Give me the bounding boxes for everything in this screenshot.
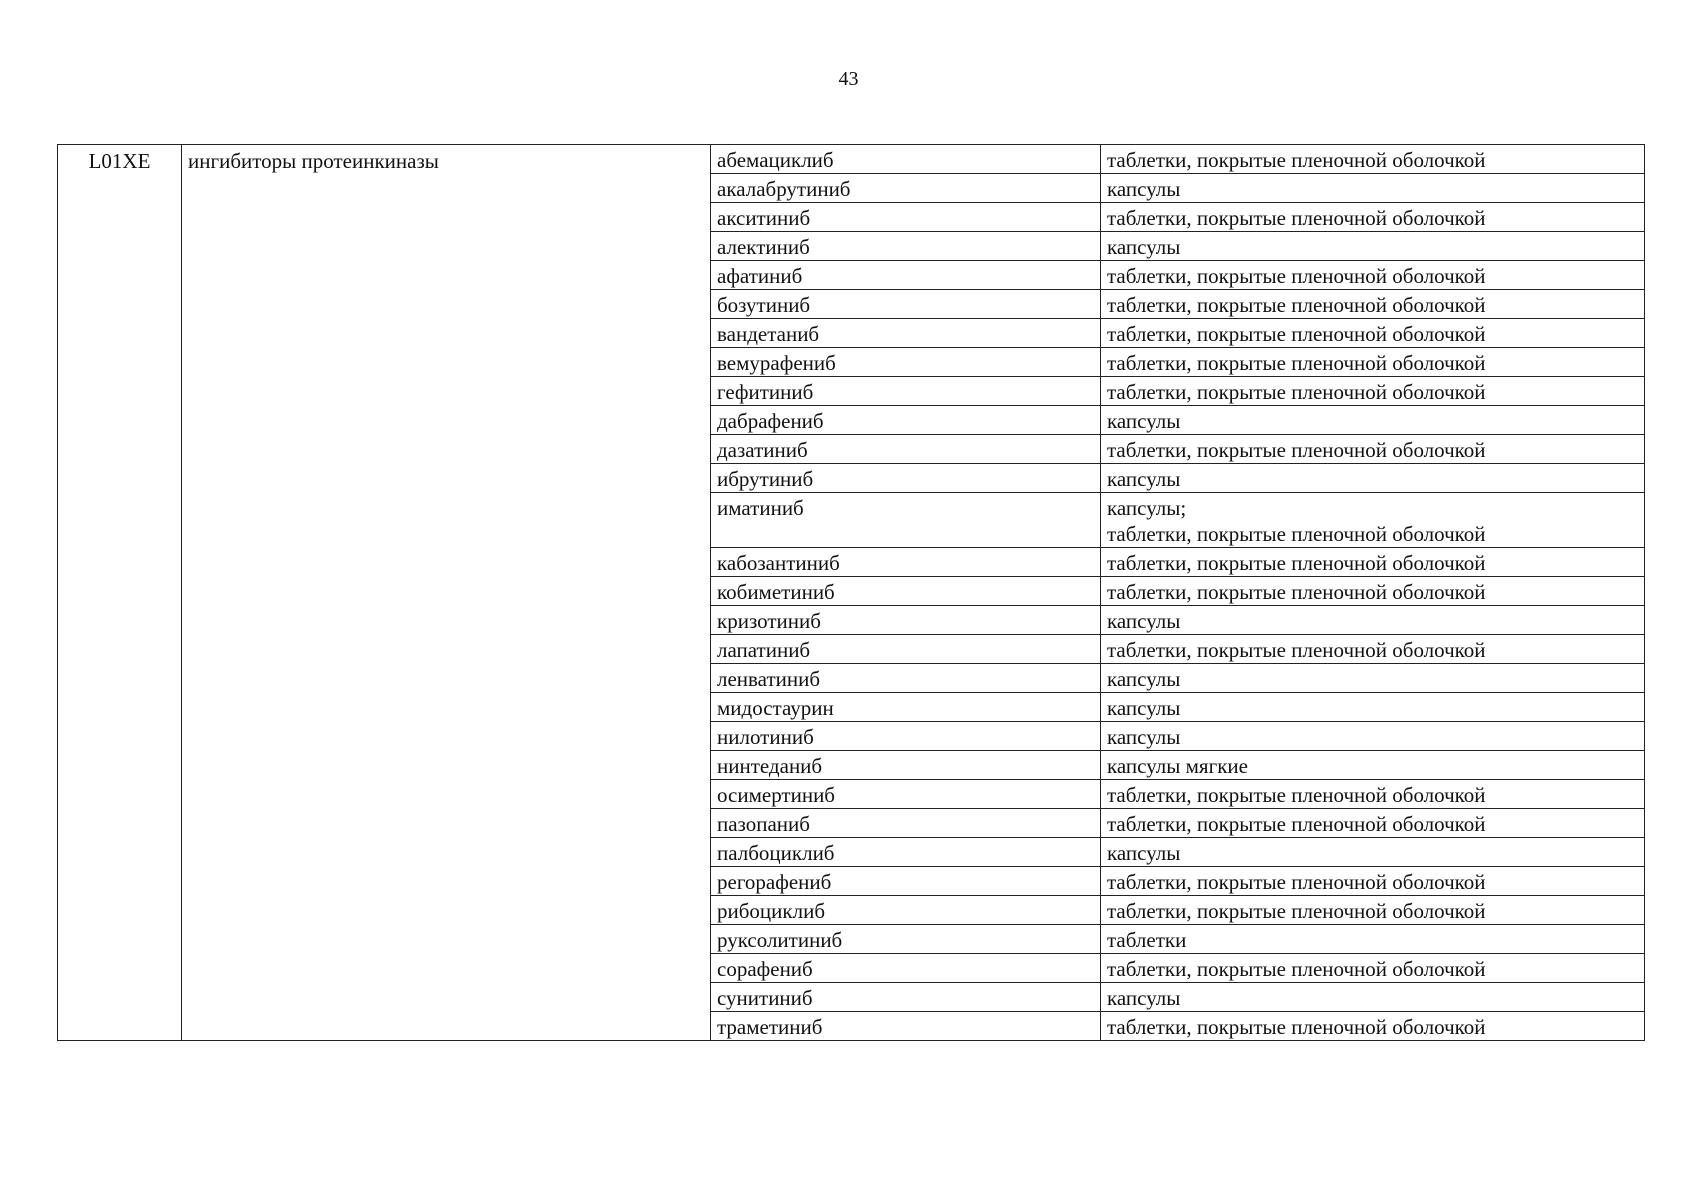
dosage-form-cell: таблетки, покрытые пленочной оболочкой (1101, 377, 1645, 406)
drug-table (57, 144, 1645, 1041)
drug-name-cell: дабрафениб (711, 406, 1101, 435)
dosage-form-cell: таблетки, покрытые пленочной оболочкой (1101, 896, 1645, 925)
dosage-form-cell: таблетки, покрытые пленочной оболочкой (1101, 867, 1645, 896)
dosage-form-cell: таблетки, покрытые пленочной оболочкой (1101, 290, 1645, 319)
drug-name-cell: алектиниб (711, 232, 1101, 261)
drug-name-cell: сорафениб (711, 954, 1101, 983)
group-name-cell: ингибиторы протеинкиназы (182, 145, 711, 1041)
dosage-form-cell: капсулы (1101, 406, 1645, 435)
drug-name-cell: палбоциклиб (711, 838, 1101, 867)
dosage-form-cell: таблетки, покрытые пленочной оболочкой (1101, 145, 1645, 174)
atc-code-cell: L01XE (58, 145, 182, 1041)
drug-name-cell: бозутиниб (711, 290, 1101, 319)
drug-name-cell: кобиметиниб (711, 577, 1101, 606)
dosage-form-cell: таблетки, покрытые пленочной оболочкой (1101, 1012, 1645, 1041)
drug-name-cell: кризотиниб (711, 606, 1101, 635)
drug-name-cell: траметиниб (711, 1012, 1101, 1041)
drug-name-cell: нинтеданиб (711, 751, 1101, 780)
dosage-form-cell: капсулы (1101, 838, 1645, 867)
drug-name-cell: пазопаниб (711, 809, 1101, 838)
dosage-form-cell: капсулы (1101, 664, 1645, 693)
dosage-form-cell: капсулы (1101, 464, 1645, 493)
dosage-form-cell: капсулы мягкие (1101, 751, 1645, 780)
drug-name-cell: афатиниб (711, 261, 1101, 290)
dosage-form-cell: капсулы (1101, 174, 1645, 203)
drug-name-cell: ленватиниб (711, 664, 1101, 693)
dosage-form-cell: таблетки, покрытые пленочной оболочкой (1101, 261, 1645, 290)
dosage-form-cell: таблетки, покрытые пленочной оболочкой (1101, 203, 1645, 232)
table-body (58, 145, 1645, 1041)
page-number: 43 (838, 68, 859, 90)
drug-name-cell: нилотиниб (711, 722, 1101, 751)
drug-name-cell: рибоциклиб (711, 896, 1101, 925)
dosage-form-cell: капсулы (1101, 606, 1645, 635)
drug-name-cell: мидостаурин (711, 693, 1101, 722)
drug-name-cell: кабозантиниб (711, 548, 1101, 577)
drug-name-cell: абемациклиб (711, 145, 1101, 174)
dosage-form-cell: таблетки, покрытые пленочной оболочкой (1101, 577, 1645, 606)
drug-name-cell: руксолитиниб (711, 925, 1101, 954)
dosage-form-cell: таблетки, покрытые пленочной оболочкой (1101, 348, 1645, 377)
drug-name-cell: регорафениб (711, 867, 1101, 896)
table-row (58, 145, 1645, 174)
dosage-form-cell: капсулы (1101, 232, 1645, 261)
drug-name-cell: вандетаниб (711, 319, 1101, 348)
dosage-form-cell: таблетки, покрытые пленочной оболочкой (1101, 435, 1645, 464)
drug-name-cell: лапатиниб (711, 635, 1101, 664)
dosage-form-cell: таблетки, покрытые пленочной оболочкой (1101, 635, 1645, 664)
dosage-form-cell: таблетки, покрытые пленочной оболочкой (1101, 809, 1645, 838)
dosage-form-cell: таблетки, покрытые пленочной оболочкой (1101, 954, 1645, 983)
drug-name-cell: дазатиниб (711, 435, 1101, 464)
dosage-form-cell: капсулы (1101, 693, 1645, 722)
drug-name-cell: акалабрутиниб (711, 174, 1101, 203)
drug-name-cell: ибрутиниб (711, 464, 1101, 493)
dosage-form-cell: капсулы (1101, 722, 1645, 751)
drug-name-cell: вемурафениб (711, 348, 1101, 377)
dosage-form-cell: таблетки, покрытые пленочной оболочкой (1101, 319, 1645, 348)
dosage-form-cell: капсулы (1101, 983, 1645, 1012)
drug-name-cell: гефитиниб (711, 377, 1101, 406)
drug-name-cell: осимертиниб (711, 780, 1101, 809)
dosage-form-cell: таблетки, покрытые пленочной оболочкой (1101, 780, 1645, 809)
drug-name-cell: акситиниб (711, 203, 1101, 232)
dosage-form-cell: капсулы; таблетки, покрытые пленочной оболочкой (1101, 493, 1645, 548)
drug-name-cell: иматиниб (711, 493, 1101, 548)
dosage-form-cell: таблетки, покрытые пленочной оболочкой (1101, 548, 1645, 577)
dosage-form-cell: таблетки (1101, 925, 1645, 954)
drug-name-cell: сунитиниб (711, 983, 1101, 1012)
